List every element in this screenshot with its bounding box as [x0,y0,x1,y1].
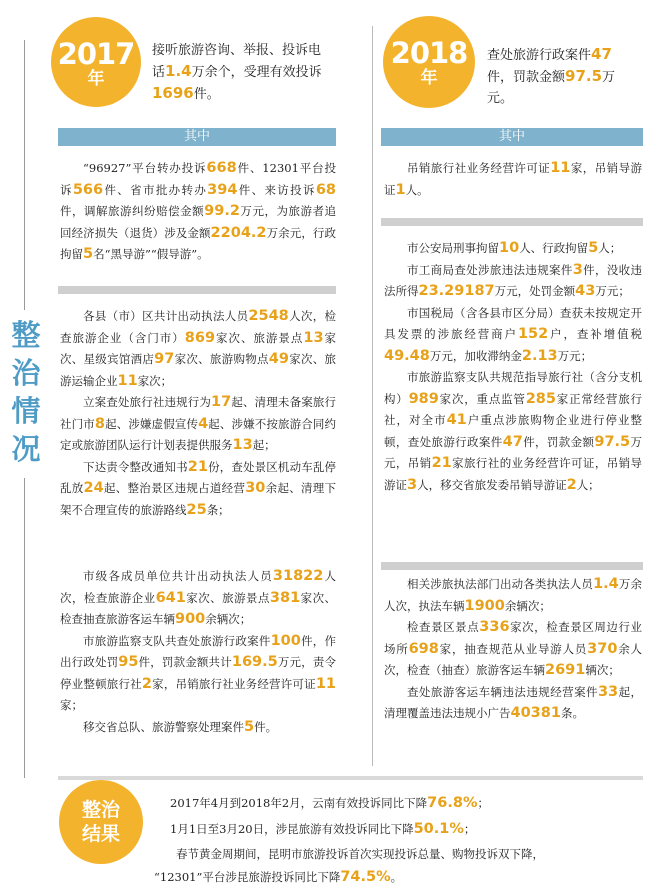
left-qizhong-bar: 其中 [58,128,336,146]
result-line-3: 春节黄金周期间，昆明市旅游投诉首次实现投诉总量、购物投诉双下降， [176,847,544,861]
right-gray-divider [381,218,643,226]
right-qizhong-bar: 其中 [381,128,643,146]
side-title: 整 治 情 况 [11,318,41,466]
result-line-2: 1月1日至3月20日，涉昆旅游有效投诉同比下降50.1%； [170,821,476,837]
left-gray-divider [58,286,336,294]
left-para-1: “96927”平台转办投诉668件、12301平台投诉566件、省市批办转办394件、来访投诉68件，调解旅游纠纷赔偿金额99.2万元，为旅游者追回经济损失（退货）涉及金额2204.2万余元，行政拘留5名“黑导游”“假导游”。 [60,160,337,262]
result-line-1: 2017年4月到2018年2月，云南有效投诉同比下降76.8%； [170,795,489,811]
left-divider-line-lower [24,478,25,778]
result-line-4: “12301”平台涉昆旅游投诉同比下降74.5%。 [154,869,403,885]
right-gray-divider-2 [381,562,643,570]
left-para-group-2: 各县（市）区共计出动执法人员2548人次，检查旅游企业（含门市）869家次、旅游景点13家次、星级宾馆酒店97家次、旅游购物点49家次、旅游运输企业11家次； 立案查处旅行社违规行为17起、清理未备案旅行社门市8起、涉嫌虚假宣传4起、涉嫌不按旅游合同约定或旅游团队运行计划表提供服务13起； 下达责令整改通知书21份，查处景区机动车乱停乱放24起、整治景区违规占道经营30余起、清理下架不合理宣传的旅游路线25条； [60,308,337,518]
center-divider-line [372,26,373,766]
result-badge: 整治 结果 [59,780,143,864]
left-para-group-3: 市级各成员单位共计出动执法人员31822人次，检查旅游企业641家次、旅游景点381家次、检查抽查旅游客运车辆900余辆次； 市旅游监察支队共查处旅游行政案件100件，作出行政处罚95件，罚款金额共计169.5万元，责令停业整顿旅行社2家，吊销旅行社业务经营许可证11家； 移交省总队、旅游警察处理案件5件。 [60,568,337,735]
right-para-group-2: 市公安局刑事拘留10人、行政拘留5人； 市工商局查处涉旅违法违规案件3件，没收违法所得23.29187万元，处罚金额43万元； 市国税局（含各县市区分局）查获未按规定开具发票的涉旅经营商户152户，查补增值税49.48万元，加收滞纳金2.13万元； 市旅游监察支队共规范指导旅行社（含分支机构）989家次，重点监管285家正常经营旅行社，对全市41户重点涉旅购物企业进行停业整顿，查处旅游行政案件47件，罚款金额97.5万元，吊销21家旅行社的业务经营许可证，吊销导游证3人，移交省旅发委吊销导游证2人； [384,240,643,493]
intro-2018: 查处旅游行政案件47件，罚款金额97.5万元。 [487,45,616,106]
right-para-group-3: 相关涉旅执法部门出动各类执法人员1.4万余人次，执法车辆1900余辆次； 检查景区景点336家次，检查景区周边行业场所698家，抽查规范从业导游人员370余人次，检查（抽查）旅游客运车辆2691辆次； 查处旅游客运车辆违法违规经营案件33起，清理覆盖违法违规小广告40381条。 [384,576,643,721]
year-2017-badge: 2017 年 [51,17,141,107]
year-2018-badge: 2018 年 [383,16,475,108]
result-top-divider [58,776,643,780]
right-para-1: 吊销旅行社业务经营许可证11家，吊销导游证1人。 [384,160,643,198]
intro-2017: 接听旅游咨询、举报、投诉电话1.4万余个，受理有效投诉1696件。 [152,43,322,102]
left-divider-line [24,40,25,310]
